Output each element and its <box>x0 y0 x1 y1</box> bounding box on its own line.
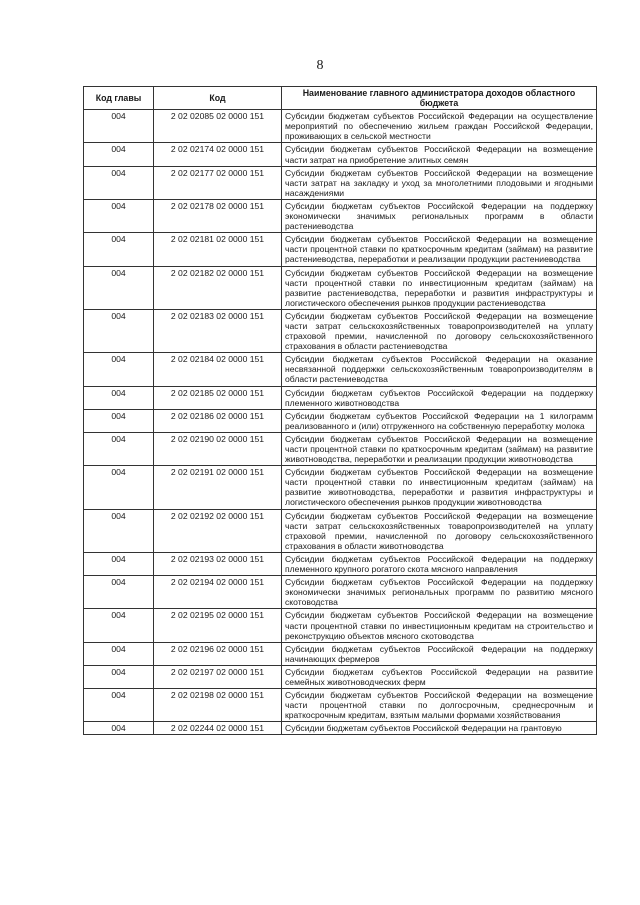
chapter-code-cell: 004 <box>84 609 154 642</box>
name-cell: Субсидии бюджетам субъектов Российской Федерации на развитие семейных животноводческих ферм <box>282 665 597 688</box>
table-row <box>84 143 597 166</box>
chapter-code-cell: 004 <box>84 166 154 199</box>
name-cell: Субсидии бюджетам субъектов Российской Федерации на поддержку племенного крупного рогатого скота мясного направления <box>282 552 597 575</box>
code-cell: 2 02 02181 02 0000 151 <box>154 233 282 266</box>
code-cell: 2 02 02191 02 0000 151 <box>154 466 282 509</box>
name-cell: Субсидии бюджетам субъектов Российской Федерации на возмещение части затрат сельскохозяйственных товаропроизводителей на уплату страховой премии, начисленной по договору сельскохозяйственного страхования в области растениеводства <box>282 309 597 352</box>
code-cell: 2 02 02174 02 0000 151 <box>154 143 282 166</box>
name-cell: Субсидии бюджетам субъектов Российской Федерации на 1 килограмм реализованного и (или) отгруженного на собственную переработку молока <box>282 409 597 432</box>
header-code: Код <box>154 87 282 110</box>
code-cell: 2 02 02177 02 0000 151 <box>154 166 282 199</box>
code-cell: 2 02 02183 02 0000 151 <box>154 309 282 352</box>
name-cell: Субсидии бюджетам субъектов Российской Федерации на возмещение части процентной ставки по долгосрочным, среднесрочным и краткосрочным кредитам, взятым малыми формами хозяйствования <box>282 689 597 722</box>
table-row <box>84 386 597 409</box>
chapter-code-cell: 004 <box>84 576 154 609</box>
table-row <box>84 199 597 232</box>
table-row <box>84 309 597 352</box>
header-administrator-name: Наименование главного администратора доходов областного бюджета <box>282 87 597 110</box>
table-row <box>84 552 597 575</box>
chapter-code-cell: 004 <box>84 722 154 735</box>
table-row <box>84 609 597 642</box>
table-row <box>84 353 597 386</box>
name-cell: Субсидии бюджетам субъектов Российской Федерации на поддержку экономически значимых региональных программ по развитию мясного скотоводства <box>282 576 597 609</box>
name-cell: Субсидии бюджетам субъектов Российской Федерации на оказание несвязанной поддержки сельскохозяйственным товаропроизводителям в области растениеводства <box>282 353 597 386</box>
name-cell: Субсидии бюджетам субъектов Российской Федерации на возмещение части процентной ставки по краткосрочным кредитам (займам) на развитие животноводства, переработки и реализации продукции животноводства <box>282 432 597 465</box>
code-cell: 2 02 02190 02 0000 151 <box>154 432 282 465</box>
chapter-code-cell: 004 <box>84 409 154 432</box>
code-cell: 2 02 02198 02 0000 151 <box>154 689 282 722</box>
name-cell: Субсидии бюджетам субъектов Российской Федерации на осуществление мероприятий по обеспечению жильем граждан Российской Федерации, проживающих в сельской местности <box>282 110 597 143</box>
chapter-code-cell: 004 <box>84 386 154 409</box>
table-row <box>84 432 597 465</box>
code-cell: 2 02 02192 02 0000 151 <box>154 509 282 552</box>
table-row <box>84 642 597 665</box>
chapter-code-cell: 004 <box>84 353 154 386</box>
table-row <box>84 233 597 266</box>
code-cell: 2 02 02194 02 0000 151 <box>154 576 282 609</box>
name-cell: Субсидии бюджетам субъектов Российской Федерации на поддержку племенного животноводства <box>282 386 597 409</box>
table-row <box>84 509 597 552</box>
name-cell: Субсидии бюджетам субъектов Российской Федерации на грантовую <box>282 722 597 735</box>
chapter-code-cell: 004 <box>84 552 154 575</box>
name-cell: Субсидии бюджетам субъектов Российской Федерации на возмещение части затрат на закладку и уход за многолетними плодовыми и ягодными насаждениями <box>282 166 597 199</box>
table-row <box>84 266 597 309</box>
name-cell: Субсидии бюджетам субъектов Российской Федерации на поддержку начинающих фермеров <box>282 642 597 665</box>
name-cell: Субсидии бюджетам субъектов Российской Федерации на возмещение части затрат на приобретение элитных семян <box>282 143 597 166</box>
name-cell: Субсидии бюджетам субъектов Российской Федерации на возмещение части процентной ставки по краткосрочным кредитам (займам) на развитие растениеводства, переработки и реализации продукции растениеводства <box>282 233 597 266</box>
revenue-administrator-table <box>83 86 597 735</box>
table-header-row <box>84 87 597 110</box>
chapter-code-cell: 004 <box>84 466 154 509</box>
name-cell: Субсидии бюджетам субъектов Российской Федерации на возмещение части процентной ставки по инвестиционным кредитам (займам) на развитие растениеводства, переработки и развития инфраструктуры и логистического обеспечения рынков продукции растениеводства <box>282 266 597 309</box>
code-cell: 2 02 02185 02 0000 151 <box>154 386 282 409</box>
code-cell: 2 02 02195 02 0000 151 <box>154 609 282 642</box>
chapter-code-cell: 004 <box>84 266 154 309</box>
code-cell: 2 02 02182 02 0000 151 <box>154 266 282 309</box>
table-row <box>84 110 597 143</box>
page-number: 8 <box>316 58 324 73</box>
table-row <box>84 166 597 199</box>
code-cell: 2 02 02085 02 0000 151 <box>154 110 282 143</box>
chapter-code-cell: 004 <box>84 143 154 166</box>
table-row <box>84 466 597 509</box>
code-cell: 2 02 02197 02 0000 151 <box>154 665 282 688</box>
code-cell: 2 02 02186 02 0000 151 <box>154 409 282 432</box>
table-row <box>84 665 597 688</box>
table-row <box>84 689 597 722</box>
code-cell: 2 02 02193 02 0000 151 <box>154 552 282 575</box>
chapter-code-cell: 004 <box>84 509 154 552</box>
code-cell: 2 02 02244 02 0000 151 <box>154 722 282 735</box>
code-cell: 2 02 02184 02 0000 151 <box>154 353 282 386</box>
chapter-code-cell: 004 <box>84 642 154 665</box>
code-cell: 2 02 02196 02 0000 151 <box>154 642 282 665</box>
chapter-code-cell: 004 <box>84 432 154 465</box>
chapter-code-cell: 004 <box>84 233 154 266</box>
table-body <box>84 110 597 735</box>
chapter-code-cell: 004 <box>84 309 154 352</box>
table-row <box>84 722 597 735</box>
name-cell: Субсидии бюджетам субъектов Российской Федерации на поддержку экономически значимых региональных программ в области растениеводства <box>282 199 597 232</box>
table-row <box>84 409 597 432</box>
name-cell: Субсидии бюджетам субъектов Российской Федерации на возмещение части процентной ставки по инвестиционным кредитам (займам) на развитие животноводства, переработки и развития инфраструктуры и логистического обеспечения рынков продукции животноводства <box>282 466 597 509</box>
name-cell: Субсидии бюджетам субъектов Российской Федерации на возмещение части затрат сельскохозяйственных товаропроизводителей на уплату страховой премии, начисленной по договору сельскохозяйственного страхования в области животноводства <box>282 509 597 552</box>
header-chapter-code: Код главы <box>84 87 154 110</box>
code-cell: 2 02 02178 02 0000 151 <box>154 199 282 232</box>
chapter-code-cell: 004 <box>84 199 154 232</box>
name-cell: Субсидии бюджетам субъектов Российской Федерации на возмещение части процентной ставки по инвестиционным кредитам на строительство и реконструкцию объектов мясного скотоводства <box>282 609 597 642</box>
table-row <box>84 576 597 609</box>
chapter-code-cell: 004 <box>84 110 154 143</box>
chapter-code-cell: 004 <box>84 689 154 722</box>
chapter-code-cell: 004 <box>84 665 154 688</box>
